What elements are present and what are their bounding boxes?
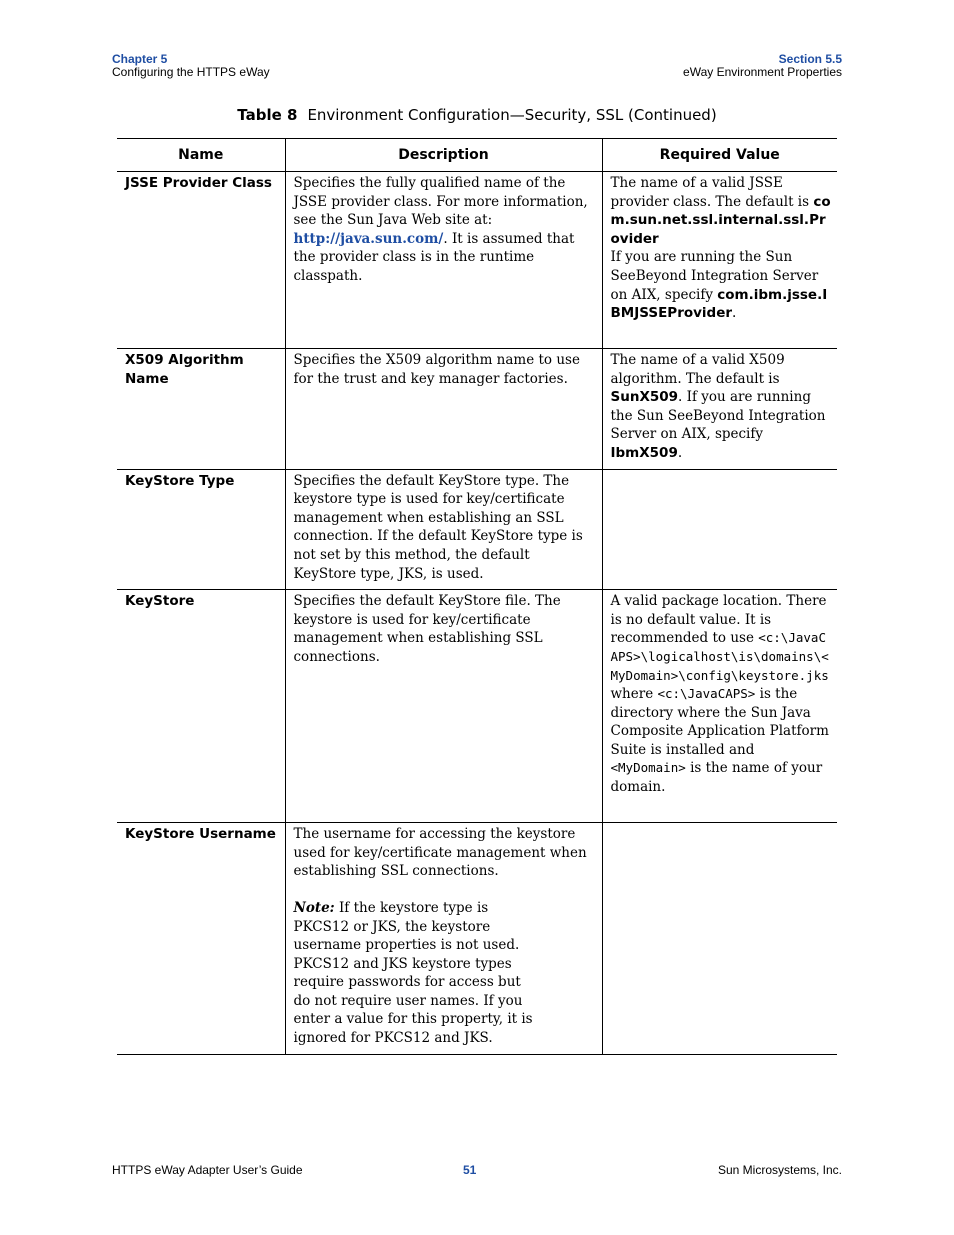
section-title: eWay Environment Properties <box>683 65 842 79</box>
section-label: Section 5.5 <box>778 52 842 66</box>
table-row <box>117 590 837 823</box>
row-description: Specifies the default KeyStore file. The keystore is used for key/certificate management when establishing SSL connections. <box>285 590 602 823</box>
description-text: Specifies the fully qualified name of the JSSE provider class. For more information, see the Sun Java Web site at: <box>293 175 588 229</box>
note-label: Note: <box>293 899 335 916</box>
value-text: The name of a valid X509 algorithm. The default is <box>610 352 785 387</box>
aix-provider-value: com.ibm.jsse.IBMJSSEProvider <box>610 286 828 322</box>
value-text: where <box>610 686 654 703</box>
table-caption-label: Table 8 <box>237 106 298 124</box>
table-row <box>117 469 837 590</box>
footer-company: Sun Microsystems, Inc. <box>717 1163 842 1177</box>
javacaps-dir-value: <c:\JavaCAPS> <box>657 686 756 702</box>
note-text: If the keystore type is PKCS12 or JKS, the keystore username properties is not used. PKCS12 and JKS keystore types require passwords for access but do not require user names. If you enter a value for this property, it is ignored for PKCS12 and JKS. <box>293 899 533 1047</box>
row-name: KeyStore Type <box>117 469 285 590</box>
table-row <box>117 349 837 470</box>
note-block <box>294 899 596 1048</box>
row-name: KeyStore Username <box>117 823 285 1055</box>
footer-guide-title: HTTPS eWay Adapter User’s Guide <box>112 1163 303 1177</box>
table-caption-title: Environment Configuration—Security, SSL (Continued) <box>307 106 717 124</box>
row-name: KeyStore <box>117 590 285 823</box>
mydomain-value: <MyDomain> <box>610 760 686 776</box>
running-header-left <box>112 53 270 79</box>
row-name: JSSE Provider Class <box>117 172 285 349</box>
row-name: X509 Algorithm Name <box>117 349 285 470</box>
description-text: . It is assumed that the provider class is in the runtime classpath. <box>293 230 575 284</box>
row-description <box>285 172 602 349</box>
row-required-value <box>602 469 837 590</box>
table-row <box>117 823 837 1055</box>
column-header-required-value: Required Value <box>602 139 837 172</box>
table-caption <box>0 106 954 124</box>
footer-page-number: 51 <box>463 1163 477 1177</box>
value-text: If you are running the Sun SeeBeyond Integration Server on AIX, specify <box>610 249 819 303</box>
running-header-right <box>683 53 842 79</box>
environment-config-table <box>117 138 837 1055</box>
value-text: . <box>732 305 737 322</box>
value-text: . <box>677 444 683 461</box>
keystore-path-value: <c:\JavaCAPS>\logicalhost\is\domains\<MyDomain>\config\keystore.jks <box>610 630 829 683</box>
row-description: Specifies the X509 algorithm name to use for the trust and key manager factories. <box>285 349 602 470</box>
value-text: The name of a valid JSSE provider class. The default is <box>610 175 810 210</box>
table-header-row <box>117 139 837 172</box>
chapter-title: Configuring the HTTPS eWay <box>112 65 270 79</box>
row-required-value <box>602 823 837 1055</box>
java-sun-link[interactable]: http://java.sun.com/ <box>293 230 444 247</box>
column-header-description: Description <box>285 139 602 172</box>
default-provider-value: com.sun.net.ssl.internal.ssl.Provider <box>610 193 831 247</box>
row-required-value <box>602 349 837 470</box>
row-required-value <box>602 172 837 349</box>
chapter-label: Chapter 5 <box>112 52 168 66</box>
row-description <box>285 823 602 1055</box>
value-text: . If you are running the Sun SeeBeyond Integration Server on AIX, specify <box>610 389 826 443</box>
value-text: is the directory where the Sun Java Composite Application Platform Suite is installed and <box>610 686 829 758</box>
default-algorithm-value: SunX509 <box>610 389 679 406</box>
row-required-value <box>602 590 837 823</box>
aix-algorithm-value: IbmX509 <box>610 444 678 461</box>
row-description: Specifies the default KeyStore type. The keystore type is used for key/certificate management when establishing an SSL connection. If the default KeyStore type is not set by this method, the default KeyStore type, JKS, is used. <box>285 469 602 590</box>
column-header-name: Name <box>117 139 285 172</box>
value-text: is the name of your domain. <box>610 760 823 796</box>
table-row <box>117 172 837 349</box>
value-text: A valid package location. There is no default value. It is recommended to use <box>610 593 827 647</box>
description-text: The username for accessing the keystore used for key/certificate management when establishing SSL connections. <box>293 826 587 880</box>
